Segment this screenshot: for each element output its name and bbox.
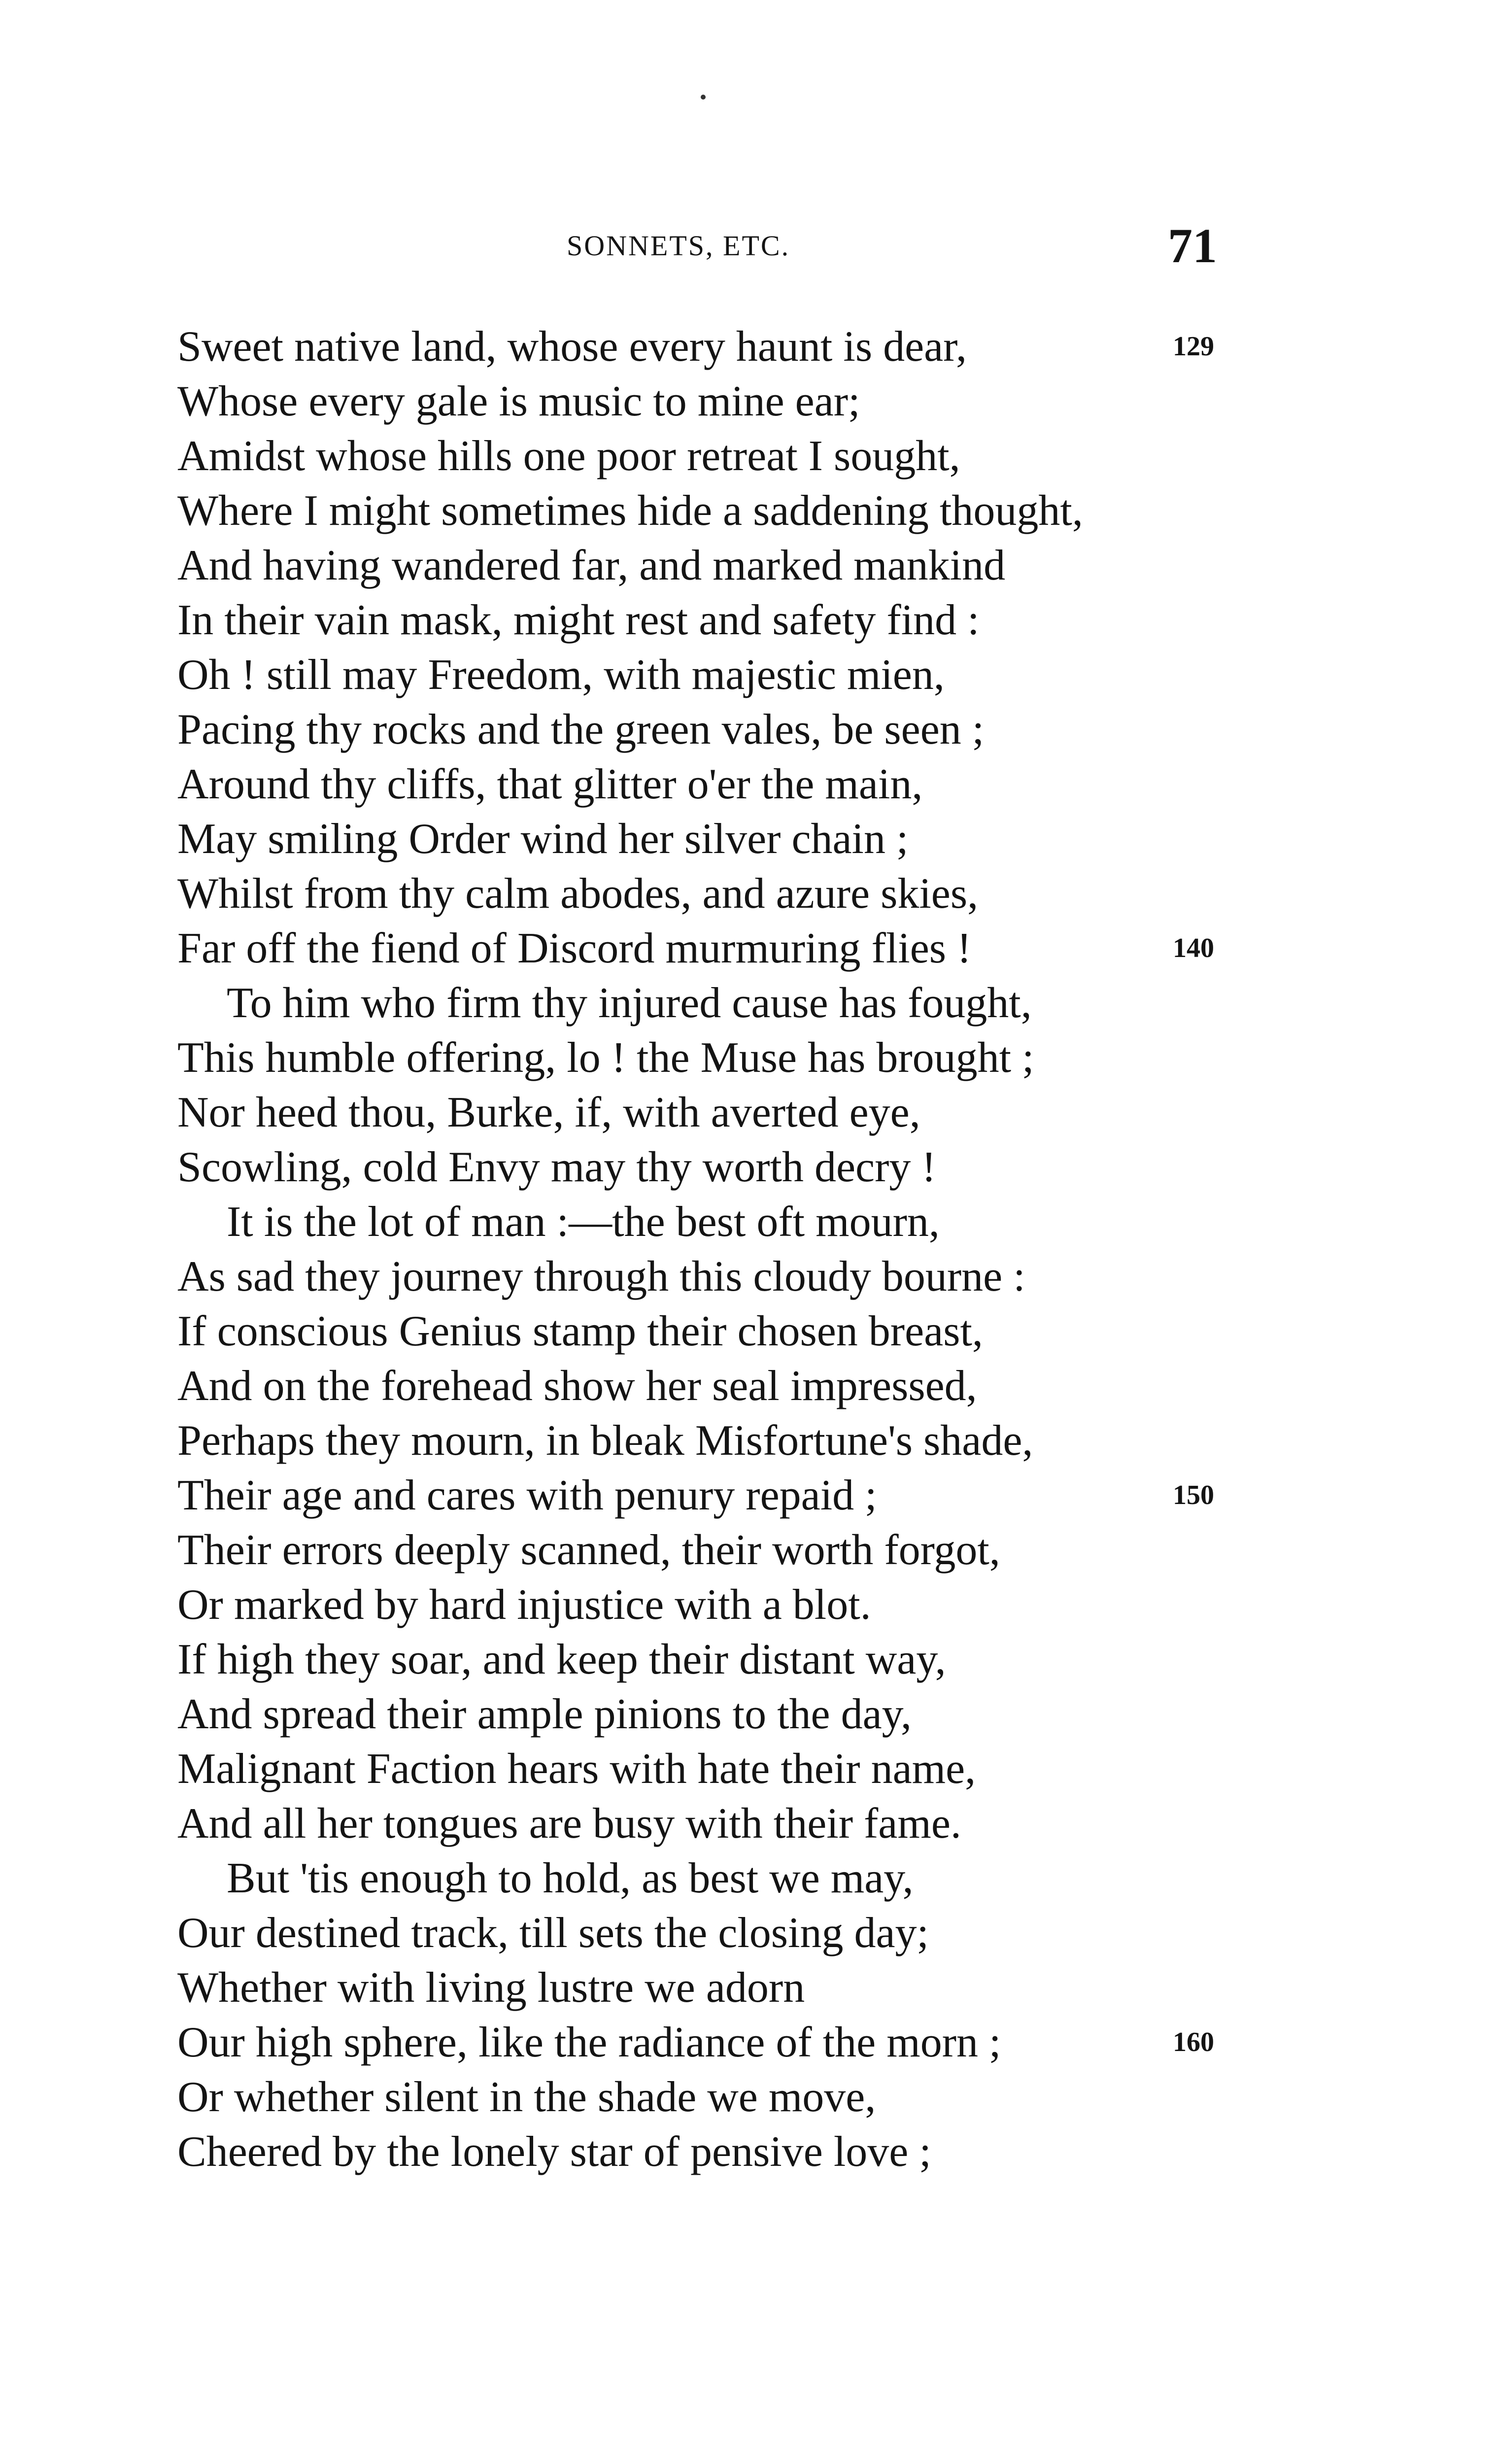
verse-line	[177, 1140, 1237, 1195]
verse-line-text: Our destined track, till sets the closing day;	[177, 1909, 929, 1957]
verse-line	[177, 921, 1237, 976]
verse-line	[177, 757, 1237, 812]
verse-line	[177, 1413, 1237, 1468]
verse-line	[177, 483, 1237, 538]
verse-line-text: Malignant Faction hears with hate their name,	[177, 1745, 976, 1793]
verse-line	[177, 1851, 1237, 1906]
verse-line-text: Whether with living lustre we adorn	[177, 1964, 805, 2012]
verse-line-text: But 'tis enough to hold, as best we may,	[227, 1854, 914, 1902]
verse-line	[177, 1030, 1237, 1085]
verse-line-text: Scowling, cold Envy may thy worth decry !	[177, 1143, 936, 1191]
verse-line-text: If conscious Genius stamp their chosen breast,	[177, 1307, 983, 1355]
verse-line-text: Nor heed thou, Burke, if, with averted eye,	[177, 1089, 920, 1136]
verse-line	[177, 648, 1237, 702]
verse-line-text: Whilst from thy calm abodes, and azure skies,	[177, 870, 979, 918]
verse-line	[177, 976, 1237, 1030]
verse-line-text: Sweet native land, whose every haunt is dear,	[177, 323, 967, 371]
verse-line	[177, 374, 1237, 429]
verse-line	[177, 2015, 1237, 2070]
running-title: SONNETS, ETC.	[567, 230, 790, 262]
verse-line-text: Pacing thy rocks and the green vales, be seen ;	[177, 706, 985, 753]
print-speck	[701, 95, 706, 100]
verse-line	[177, 1304, 1237, 1359]
verse-line	[177, 866, 1237, 921]
running-head	[177, 218, 1217, 278]
verse-line	[177, 593, 1237, 648]
verse-line-text: Or marked by hard injustice with a blot.	[177, 1581, 871, 1629]
verse-line-text: And all her tongues are busy with their fame.	[177, 1800, 961, 1848]
line-number: 140	[1173, 933, 1214, 963]
verse-line-text: Oh ! still may Freedom, with majestic mien,	[177, 651, 945, 699]
verse-line-text: Where I might sometimes hide a saddening thought,	[177, 487, 1083, 535]
verse-line	[177, 1906, 1237, 1960]
verse-line-text: In their vain mask, might rest and safety find :	[177, 596, 980, 644]
verse-line-text: May smiling Order wind her silver chain ;	[177, 815, 909, 863]
line-number: 129	[1173, 331, 1214, 362]
verse-line	[177, 812, 1237, 866]
verse-line	[177, 1796, 1237, 1851]
verse-line	[177, 1085, 1237, 1140]
verse-line-text: This humble offering, lo ! the Muse has brought ;	[177, 1034, 1034, 1082]
verse-line-text: Perhaps they mourn, in bleak Misfortune's shade,	[177, 1417, 1033, 1465]
verse-line-text: Far off the fiend of Discord murmuring flies !	[177, 924, 972, 972]
verse-line-text: And on the forehead show her seal impressed,	[177, 1362, 977, 1410]
verse-line	[177, 429, 1237, 483]
verse-line	[177, 1195, 1237, 1249]
verse-line	[177, 319, 1237, 374]
verse-line-text: Cheered by the lonely star of pensive love ;	[177, 2128, 931, 2176]
verse-line-text: If high they soar, and keep their distant way,	[177, 1636, 946, 1683]
verse-line-text: Or whether silent in the shade we move,	[177, 2073, 876, 2121]
verse-line-text: Amidst whose hills one poor retreat I sought,	[177, 432, 960, 480]
verse-line	[177, 1742, 1237, 1796]
verse-line-text: And having wandered far, and marked mankind	[177, 542, 1006, 589]
page-number: 71	[1168, 218, 1217, 273]
verse-line	[177, 1249, 1237, 1304]
verse-line	[177, 1687, 1237, 1742]
verse-line	[177, 1632, 1237, 1687]
verse-line	[177, 1359, 1237, 1413]
verse-line-text: Our high sphere, like the radiance of the morn ;	[177, 2019, 1001, 2066]
verse-line-text: And spread their ample pinions to the day,	[177, 1690, 912, 1738]
verse-line-text: To him who firm thy injured cause has fought,	[227, 979, 1032, 1027]
verse-line	[177, 1523, 1237, 1577]
verse-line-text: Whose every gale is music to mine ear;	[177, 377, 860, 425]
verse-line-text: It is the lot of man :—the best oft mourn,	[227, 1198, 940, 1246]
verse-line-text: Their errors deeply scanned, their worth forgot,	[177, 1526, 1000, 1574]
verse-line	[177, 2124, 1237, 2179]
verse-line-text: Their age and cares with penury repaid ;	[177, 1472, 877, 1519]
verse-line	[177, 2070, 1237, 2124]
verse-line	[177, 538, 1237, 593]
verse-line	[177, 702, 1237, 757]
poem-text	[177, 319, 1237, 2179]
verse-line-text: Around thy cliffs, that glitter o'er the main,	[177, 760, 923, 808]
verse-line	[177, 1960, 1237, 2015]
verse-line-text: As sad they journey through this cloudy bourne :	[177, 1253, 1025, 1300]
line-number: 160	[1173, 2027, 1214, 2057]
verse-line	[177, 1577, 1237, 1632]
line-number: 150	[1173, 1480, 1214, 1510]
verse-line	[177, 1468, 1237, 1523]
